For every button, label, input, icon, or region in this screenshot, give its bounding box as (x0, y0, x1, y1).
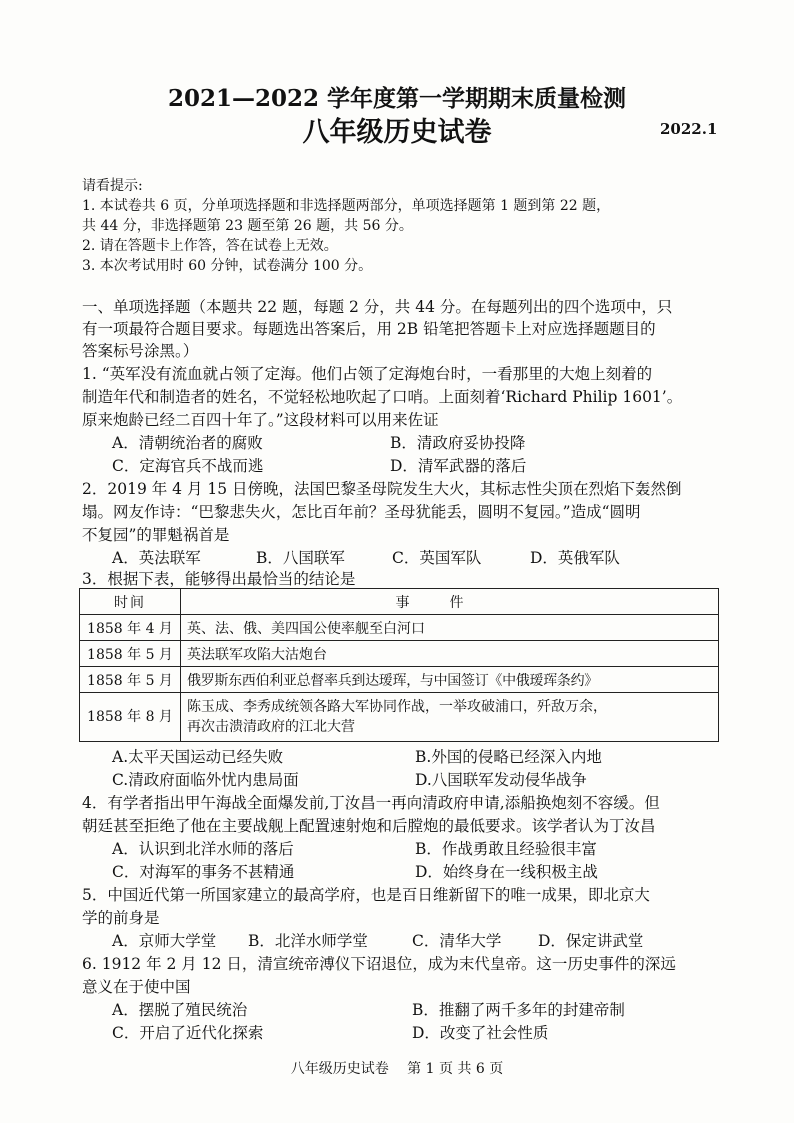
table-cell-time: 1858 年 5 月 (80, 667, 181, 693)
events-table (79, 588, 719, 742)
question-1-option-b: B．清政府妥协投降 (390, 434, 526, 452)
exam-subtitle: 八年级历史试卷 (302, 117, 492, 148)
table-cell-time: 1858 年 8 月 (80, 693, 181, 742)
question-1-stem: 1. “英军没有流血就占领了定海。他们占领了定海炮台时，一看那里的大炮上刻着的 (82, 365, 653, 383)
question-6-option-b: B．推翻了两千多年的封建帝制 (412, 1001, 625, 1019)
question-1-option-c: C．定海官兵不战而逃 (112, 457, 264, 475)
table-header-row (80, 589, 719, 615)
question-6-stem: 6. 1912 年 2 月 12 日，清宣统帝溥仪下诏退位，成为末代皇帝。这一历史事件的深远 (82, 955, 676, 973)
question-3-option-d: D.八国联军发动侵华战争 (415, 771, 587, 789)
question-3-option-b: B.外国的侵略已经深入内地 (415, 748, 602, 766)
table-cell-event (181, 693, 719, 742)
notice-line: 3. 本次考试用时 60 分钟，试卷满分 100 分。 (82, 258, 373, 274)
question-4-option-a: A．认识到北洋水师的落后 (112, 840, 294, 858)
table-cell-event: 俄罗斯东西伯利亚总督率兵到达瑷珲，与中国签订《中俄瑷珲条约》 (181, 667, 719, 693)
question-4-option-d: D．始终身在一线积极主战 (415, 863, 598, 881)
exam-title: 2021—2022 学年度第一学期期末质量检测 (167, 85, 627, 112)
page-footer: 八年级历史试卷 第 1 页 共 6 页 (290, 1061, 504, 1077)
notice-line: 1. 本试卷共 6 页，分单项选择题和非选择题两部分，单项选择题第 1 题到第 22 题， (82, 198, 611, 214)
question-4-stem: 4．有学者指出甲午海战全面爆发前,丁汝昌一再向清政府申请,添船换炮刻不容缓。但 (82, 794, 660, 812)
question-5-option-a: A．京师大学堂 (112, 932, 217, 950)
table-cell-event-line: 再次击溃清政府的江北大营 (187, 719, 355, 735)
notice-line: 共 44 分，非选择题第 23 题至第 26 题，共 56 分。 (82, 218, 413, 234)
table-cell-time: 1858 年 4 月 (80, 615, 181, 641)
table-header-event: 事件 (181, 589, 719, 615)
section-instructions: 答案标号涂黑。） (82, 342, 199, 360)
question-2-option-a: A．英法联军 (112, 549, 201, 567)
question-6-stem: 意义在于使中国 (82, 978, 191, 996)
table-row (80, 641, 719, 667)
question-3-option-a: A.太平天国运动已经失败 (112, 748, 284, 766)
question-6-option-d: D．改变了社会性质 (412, 1024, 549, 1042)
question-4-stem: 朝廷甚至拒绝了他在主要战舰上配置速射炮和后膛炮的最低要求。该学者认为丁汝昌 (82, 817, 656, 835)
table-row (80, 693, 719, 742)
notice-heading: 请看提示: (82, 178, 143, 194)
question-5-stem: 5．中国近代第一所国家建立的最高学府，也是百日维新留下的唯一成果，即北京大 (82, 886, 650, 904)
question-5-option-b: B．北洋水师学堂 (248, 932, 368, 950)
question-2-stem: 不复园”的罪魁祸首是 (82, 526, 230, 544)
question-2-stem: 2．2019 年 4 月 15 日傍晚，法国巴黎圣母院发生大火，其标志性尖顶在烈焰下轰然倒 (82, 480, 682, 498)
question-4-option-c: C．对海军的事务不甚精通 (112, 863, 295, 881)
table-cell-event: 英法联军攻陷大沽炮台 (181, 641, 719, 667)
table-cell-event: 英、法、俄、美四国公使率舰至白河口 (181, 615, 719, 641)
question-5-stem: 学的前身是 (82, 909, 160, 927)
question-1-option-d: D．清军武器的落后 (390, 457, 527, 475)
section-instructions: 一、单项选择题（本题共 22 题，每题 2 分，共 44 分。在每题列出的四个选项中，只 (82, 298, 673, 316)
exam-date: 2022.1 (660, 120, 718, 138)
question-6-option-a: A．摆脱了殖民统治 (112, 1001, 248, 1019)
table-cell-event-line: 陈玉成、李秀成统领各路大军协同作战，一举攻破浦口，歼敌万余， (187, 699, 607, 715)
question-2-option-c: C．英国军队 (392, 549, 482, 567)
question-3-stem: 3．根据下表，能够得出最恰当的结论是 (82, 570, 356, 588)
table-header-time: 时间 (80, 589, 181, 615)
table-row (80, 667, 719, 693)
question-1-stem: 制造年代和制造者的姓名，不觉轻松地吹起了口哨。上面刻着‘Richard Philip 1601’。 (82, 388, 683, 406)
section-instructions: 有一项最符合题目要求。每题选出答案后，用 2B 铅笔把答题卡上对应选择题题目的 (82, 320, 656, 338)
question-2-stem: 塌。网友作诗：“巴黎悲失火，怎比百年前？圣母犹能丢，圆明不复园。”造成“圆明 (82, 503, 641, 521)
question-1-stem: 原来炮龄已经二百四十年了。”这段材料可以用来佐证 (82, 411, 439, 429)
question-2-option-b: B．八国联军 (256, 549, 345, 567)
question-3-option-c: C.清政府面临外忧内患局面 (112, 771, 299, 789)
question-1-option-a: A．清朝统治者的腐败 (112, 434, 263, 452)
question-4-option-b: B．作战勇敢且经验很丰富 (415, 840, 597, 858)
question-6-option-c: C．开启了近代化探索 (112, 1024, 264, 1042)
notice-line: 2. 请在答题卡上作答，答在试卷上无效。 (82, 238, 338, 254)
table-row (80, 615, 719, 641)
table-cell-time: 1858 年 5 月 (80, 641, 181, 667)
question-5-option-c: C．清华大学 (412, 932, 502, 950)
question-2-option-d: D．英俄军队 (530, 549, 620, 567)
question-5-option-d: D．保定讲武堂 (538, 932, 644, 950)
